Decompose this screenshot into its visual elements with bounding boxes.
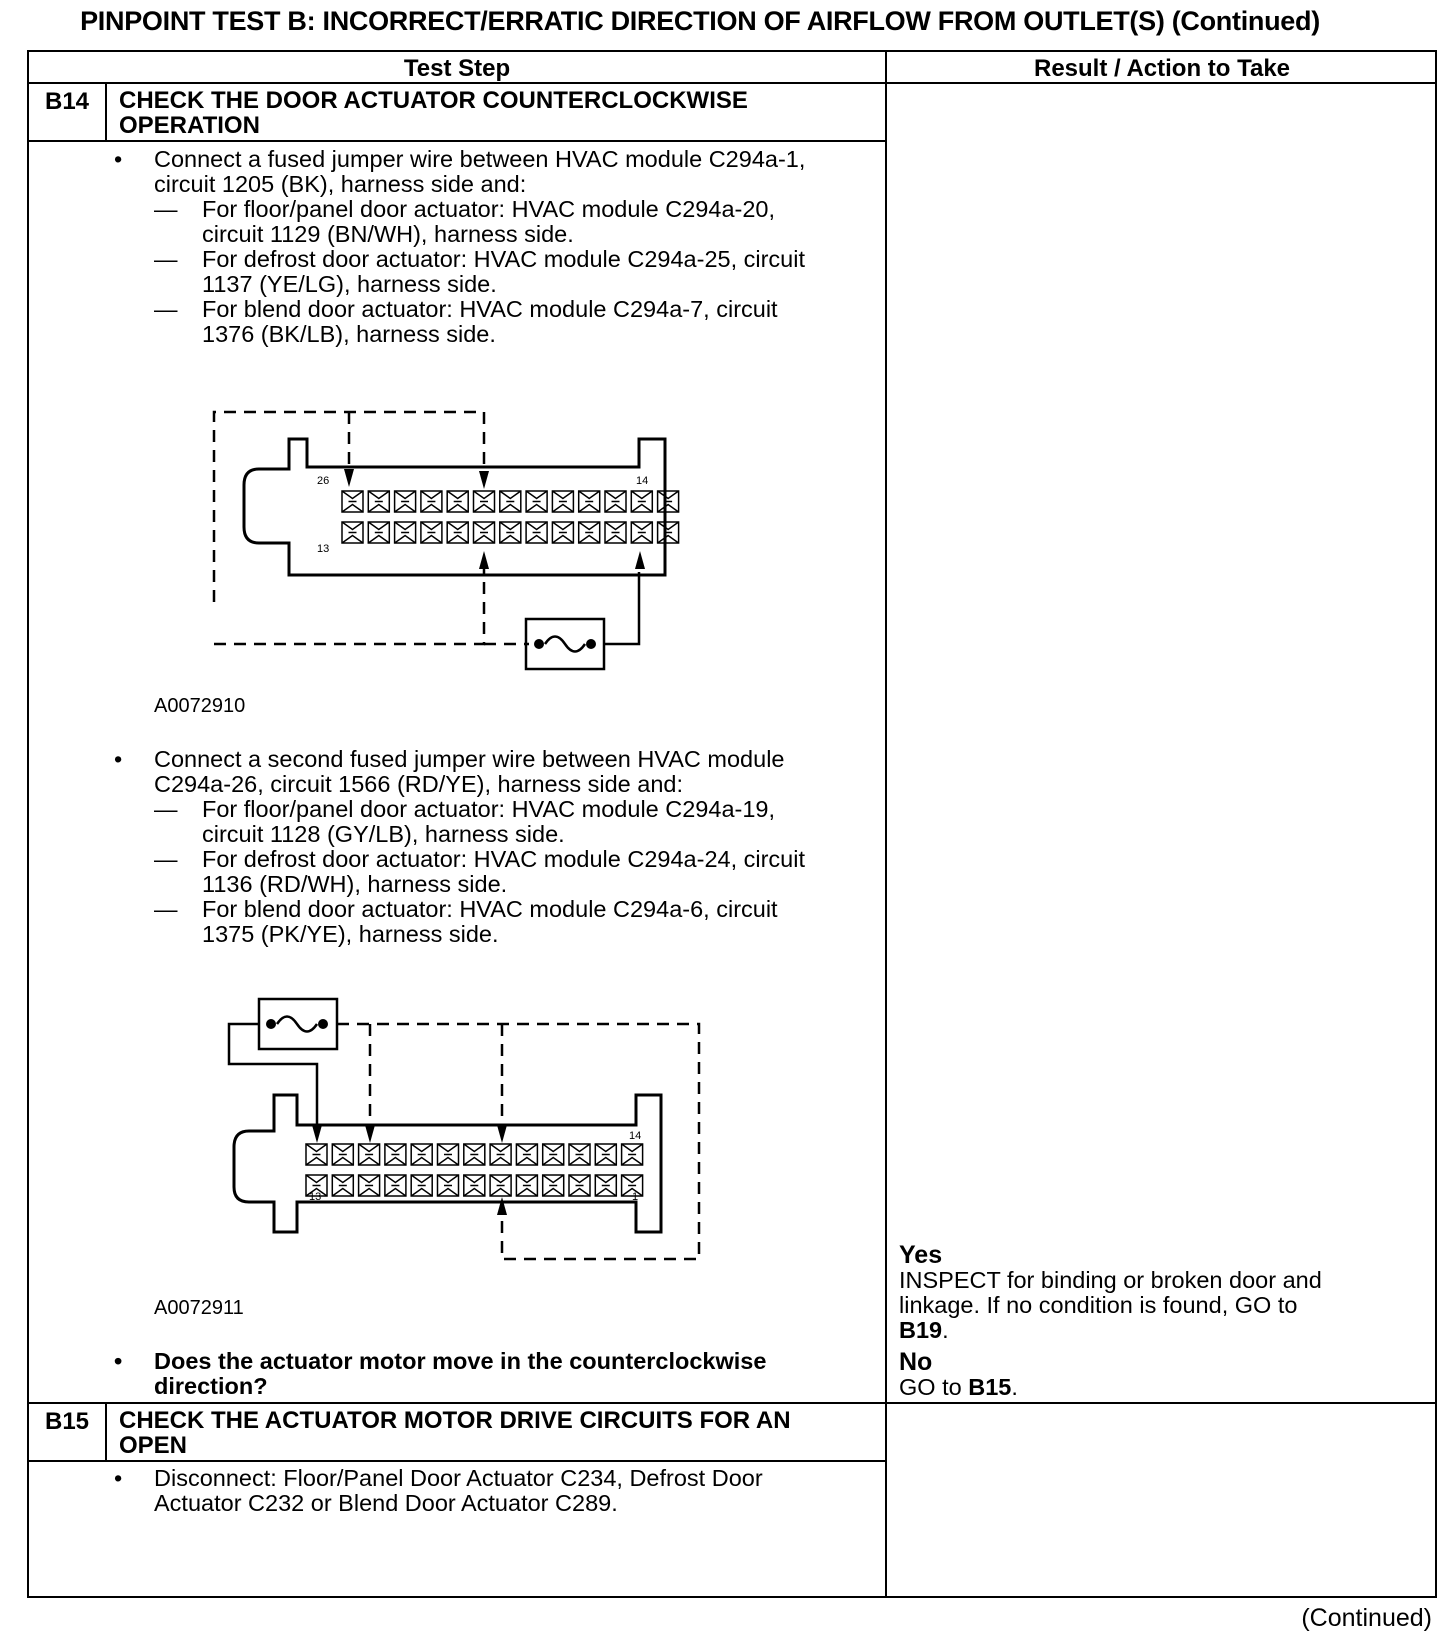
connector-diagram-a0072911: [199, 997, 699, 1287]
pin-label-13: 13: [317, 543, 330, 555]
step-id-divider-b14: [105, 84, 107, 142]
step-id-b14: B14: [45, 88, 90, 115]
pin-label-26: 26: [317, 475, 330, 487]
step2-instructions: • Connect a second fused jumper wire between HVAC module C294a-26, circuit 1566 (RD/YE), harness side and: — For floor/panel door actuator: HVAC module C294a-19, circuit 1128 (GY/LB), harness side. — For defrost door actuator: HVAC module C294a-24, circuit 1136 (RD/WH), harness side. — For blend door actuator: HVAC module C294a-6, circuit 1375 (PK/YE), harness side.: [114, 746, 806, 947]
b15-instructions: • Disconnect: Floor/Panel Door Actuator C234, Defrost Door Actuator C232 or Blend Door Actuator C289.: [114, 1465, 763, 1516]
result-yes: Yes INSPECT for binding or broken door and linkage. If no condition is found, GO to B19.: [899, 1241, 1322, 1343]
pin-label-1: 1: [632, 1191, 639, 1203]
b14-title-rule: [29, 140, 887, 142]
page-title: PINPOINT TEST B: INCORRECT/ERRATIC DIRECTION OF AIRFLOW FROM OUTLET(S) (Continued): [80, 6, 1320, 36]
step-title-b15: CHECK THE ACTUATOR MOTOR DRIVE CIRCUITS FOR AN OPEN: [119, 1407, 791, 1459]
step-id-b15: B15: [45, 1408, 90, 1435]
connector-cavities: [306, 1144, 643, 1196]
pin-label-14: 14: [629, 1130, 642, 1142]
column-divider: [885, 52, 887, 1598]
step-id-divider-b15: [105, 1404, 107, 1462]
pin-label-14: 14: [636, 475, 649, 487]
figure-code-a0072910: A0072910: [154, 695, 246, 717]
continued-footer: (Continued): [1301, 1604, 1432, 1632]
step-question: • Does the actuator motor move in the counterclockwise direction?: [114, 1348, 767, 1399]
b15-title-rule: [29, 1460, 887, 1462]
b15-row-rule: [29, 1402, 1437, 1404]
pin-label-13: 13: [309, 1191, 322, 1203]
column-header-test-step: Test Step: [403, 55, 511, 82]
test-table: [27, 50, 1437, 1598]
figure-code-a0072911: A0072911: [154, 1297, 244, 1319]
column-header-result: Result / Action to Take: [1033, 55, 1291, 82]
step1-instructions: • Connect a fused jumper wire between HVAC module C294a-1, circuit 1205 (BK), harness side and: — For floor/panel door actuator: HVAC module C294a-20, circuit 1129 (BN/WH), harness side. — For defrost door actuator: HVAC module C294a-25, circuit 1137 (YE/LG), harness side. — For blend door actuator: HVAC module C294a-7, circuit 1376 (BK/LB), harness side.: [114, 146, 806, 347]
connector-cavities: [342, 491, 679, 543]
connector-diagram-a0072910: [199, 407, 699, 687]
result-no: No GO to B15.: [899, 1348, 1018, 1400]
step-title-b14: CHECK THE DOOR ACTUATOR COUNTERCLOCKWISE OPERATION: [119, 87, 748, 139]
